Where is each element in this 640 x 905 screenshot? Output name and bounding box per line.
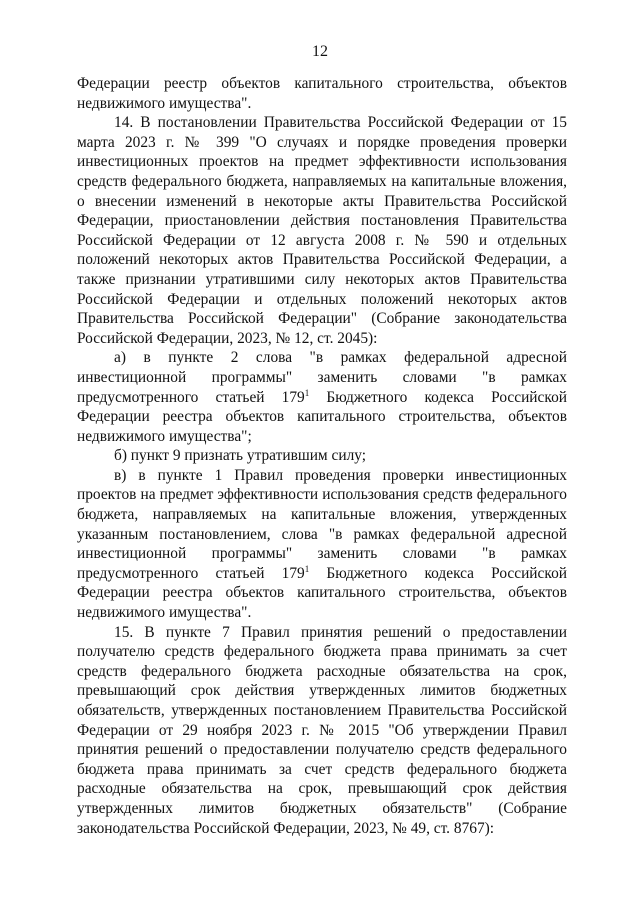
paragraph-text: Бюджетного кодекса Российской Федерации реестра объектов капитального строительства, объектов недвижимого имущества"; xyxy=(77,388,568,445)
document-body xyxy=(77,74,567,838)
paragraph-item-15: 15. В пункте 7 Правил принятия решений о предоставлении получателю средств федерального бюджета права принимать за счет средств федерального бюджета расходные обязательства на срок, превышающий срок действия утвержденных лимитов бюджетных обязательств, утвержденных постановлением Правительства Российской Федерации от 29 ноября 2023 г. № 2015 "Об утверждении Правил принятия решений о предоставлении получателю средств федерального бюджета права принимать за счет средств федерального бюджета расходные обязательства на срок, превышающий срок действия утвержденных лимитов бюджетных обязательств" (Собрание законодательства Российской Федерации, 2023, № 49, ст. 8767): xyxy=(77,623,567,837)
paragraph-continuation: Федерации реестр объектов капитального строительства, объектов недвижимого имущества". xyxy=(77,75,567,112)
paragraph-item-14-b: б) пункт 9 признать утратившим силу; xyxy=(114,447,367,465)
paragraph-item-14: 14. В постановлении Правительства Российской Федерации от 15 марта 2023 г. № 399 "О случаях и порядке проведения проверки инвестиционных проектов на предмет эффективности использования средств федерального бюджета, направляемых на капитальные вложения, о внесении изменений в некоторые акты Правительства Российской Федерации, приостановлении действия постановления Правительства Российской Федерации от 12 августа 2008 г. № 590 и отдельных положений некоторых актов Правительства Российской Федерации, а также признании утратившими силу некоторых актов Правительства Российской Федерации и отдельных положений некоторых актов Правительства Российской Федерации" (Собрание законодательства Российской Федерации, 2023, № 12, ст. 2045): xyxy=(77,114,567,347)
paragraph-text: в) в пункте 1 Правил проведения проверки инвестиционных проектов на предмет эффективности использования средств федерального бюджета, направляемых на капитальные вложения, утвержденных указанным постановлением, слова "в рамках федеральной адресной инвестиционной программы" заменить словами "в рамках предусмотренного статьей 179 xyxy=(77,466,567,582)
page-number: 12 xyxy=(312,43,328,60)
paragraph-item-14-a xyxy=(77,348,567,446)
paragraph-text: а) в пункте 2 слова "в рамках федеральной адресной инвестиционной программы" заменить словами "в рамках предусмотренного статьей 179 xyxy=(77,349,567,406)
superscript: 1 xyxy=(304,563,310,574)
paragraph-item-14-v xyxy=(77,466,567,623)
superscript: 1 xyxy=(304,387,310,398)
paragraph-text: Бюджетного кодекса Российской Федерации реестра объектов капитального строительства, объектов недвижимого имущества". xyxy=(77,564,568,622)
